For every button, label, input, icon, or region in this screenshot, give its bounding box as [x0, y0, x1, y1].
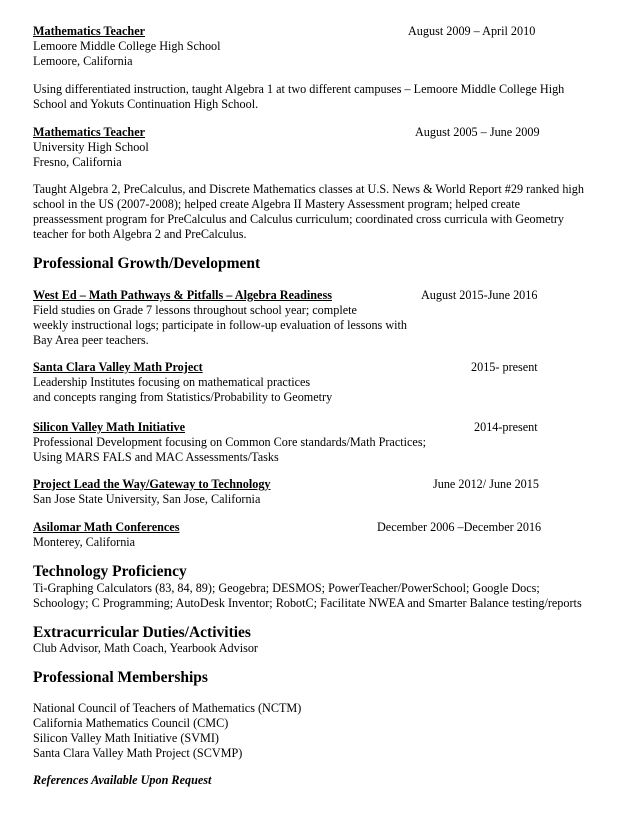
job-org: Lemoore Middle College High School	[33, 39, 221, 53]
job-location: Fresno, California	[33, 155, 122, 169]
growth-item-line: Monterey, California	[33, 535, 136, 549]
growth-item-line: weekly instructional logs; participate in follow-up evaluation of lessons with	[33, 318, 408, 332]
growth-item-dates: 2015- present	[471, 360, 538, 374]
growth-item-line: San Jose State University, San Jose, California	[33, 492, 261, 506]
growth-item-title: Project Lead the Way/Gateway to Technology	[33, 477, 271, 491]
job-org: University High School	[33, 140, 149, 154]
growth-item-line: and concepts ranging from Statistics/Probability to Geometry	[33, 390, 333, 404]
growth-item-title: Asilomar Math Conferences	[33, 520, 180, 534]
membership-item: National Council of Teachers of Mathematics (NCTM)	[33, 701, 302, 715]
job-description-line: School and Yokuts Continuation High School.	[33, 97, 259, 111]
growth-item-dates: June 2012/ June 2015	[433, 477, 539, 491]
job-description-line: Taught Algebra 2, PreCalculus, and Discrete Mathematics classes at U.S. News & World Report #29 ranked high	[33, 182, 584, 196]
membership-item: Silicon Valley Math Initiative (SVMI)	[33, 731, 219, 745]
growth-item-line: Using MARS FALS and MAC Assessments/Tasks	[33, 450, 279, 464]
growth-item-title: West Ed – Math Pathways & Pitfalls – Algebra Readiness	[33, 288, 332, 302]
section-heading-growth: Professional Growth/Development	[33, 255, 261, 272]
technology-line: Ti-Graphing Calculators (83, 84, 89); Geogebra; DESMOS; PowerTeacher/PowerSchool; Google Docs;	[33, 581, 540, 595]
growth-item-dates: December 2006 –December 2016	[377, 520, 542, 534]
references-note: References Available Upon Request	[33, 773, 212, 787]
membership-item: California Mathematics Council (CMC)	[33, 716, 229, 730]
growth-item-dates: August 2015-June 2016	[421, 288, 538, 302]
job-dates: August 2009 – April 2010	[408, 24, 536, 38]
growth-item-title: Silicon Valley Math Initiative	[33, 420, 186, 434]
growth-item-title: Santa Clara Valley Math Project	[33, 360, 203, 374]
growth-item-line: Field studies on Grade 7 lessons throughout school year; complete	[33, 303, 357, 317]
job-description-line: Using differentiated instruction, taught Algebra 1 at two different campuses – Lemoore Middle College High	[33, 82, 565, 96]
extracurricular-line: Club Advisor, Math Coach, Yearbook Advisor	[33, 641, 258, 655]
job-description-line: school in the US (2007-2008); helped create Algebra II Mastery Assessment program; helped create	[33, 197, 521, 211]
section-heading-technology: Technology Proficiency	[33, 563, 187, 580]
job-description-line: preassessment program for PreCalculus and Calculus curriculum; coordinated cross curricula with Geometry	[33, 212, 565, 226]
job-dates: August 2005 – June 2009	[415, 125, 540, 139]
growth-item-line: Leadership Institutes focusing on mathematical practices	[33, 375, 311, 389]
job-title: Mathematics Teacher	[33, 125, 146, 139]
job-title: Mathematics Teacher	[33, 24, 146, 38]
growth-item-line: Professional Development focusing on Common Core standards/Math Practices;	[33, 435, 426, 449]
technology-line: Schoology; C Programming; AutoDesk Inventor; RobotC; Facilitate NWEA and Smarter Balance testing/reports	[33, 596, 582, 610]
membership-item: Santa Clara Valley Math Project (SCVMP)	[33, 746, 243, 760]
job-location: Lemoore, California	[33, 54, 133, 68]
growth-item-dates: 2014-present	[474, 420, 538, 434]
section-heading-memberships: Professional Memberships	[33, 669, 208, 686]
section-heading-extracurricular: Extracurricular Duties/Activities	[33, 624, 251, 641]
job-description-line: teacher for both Algebra 2 and PreCalculus.	[33, 227, 247, 241]
growth-item-line: Bay Area peer teachers.	[33, 333, 149, 347]
